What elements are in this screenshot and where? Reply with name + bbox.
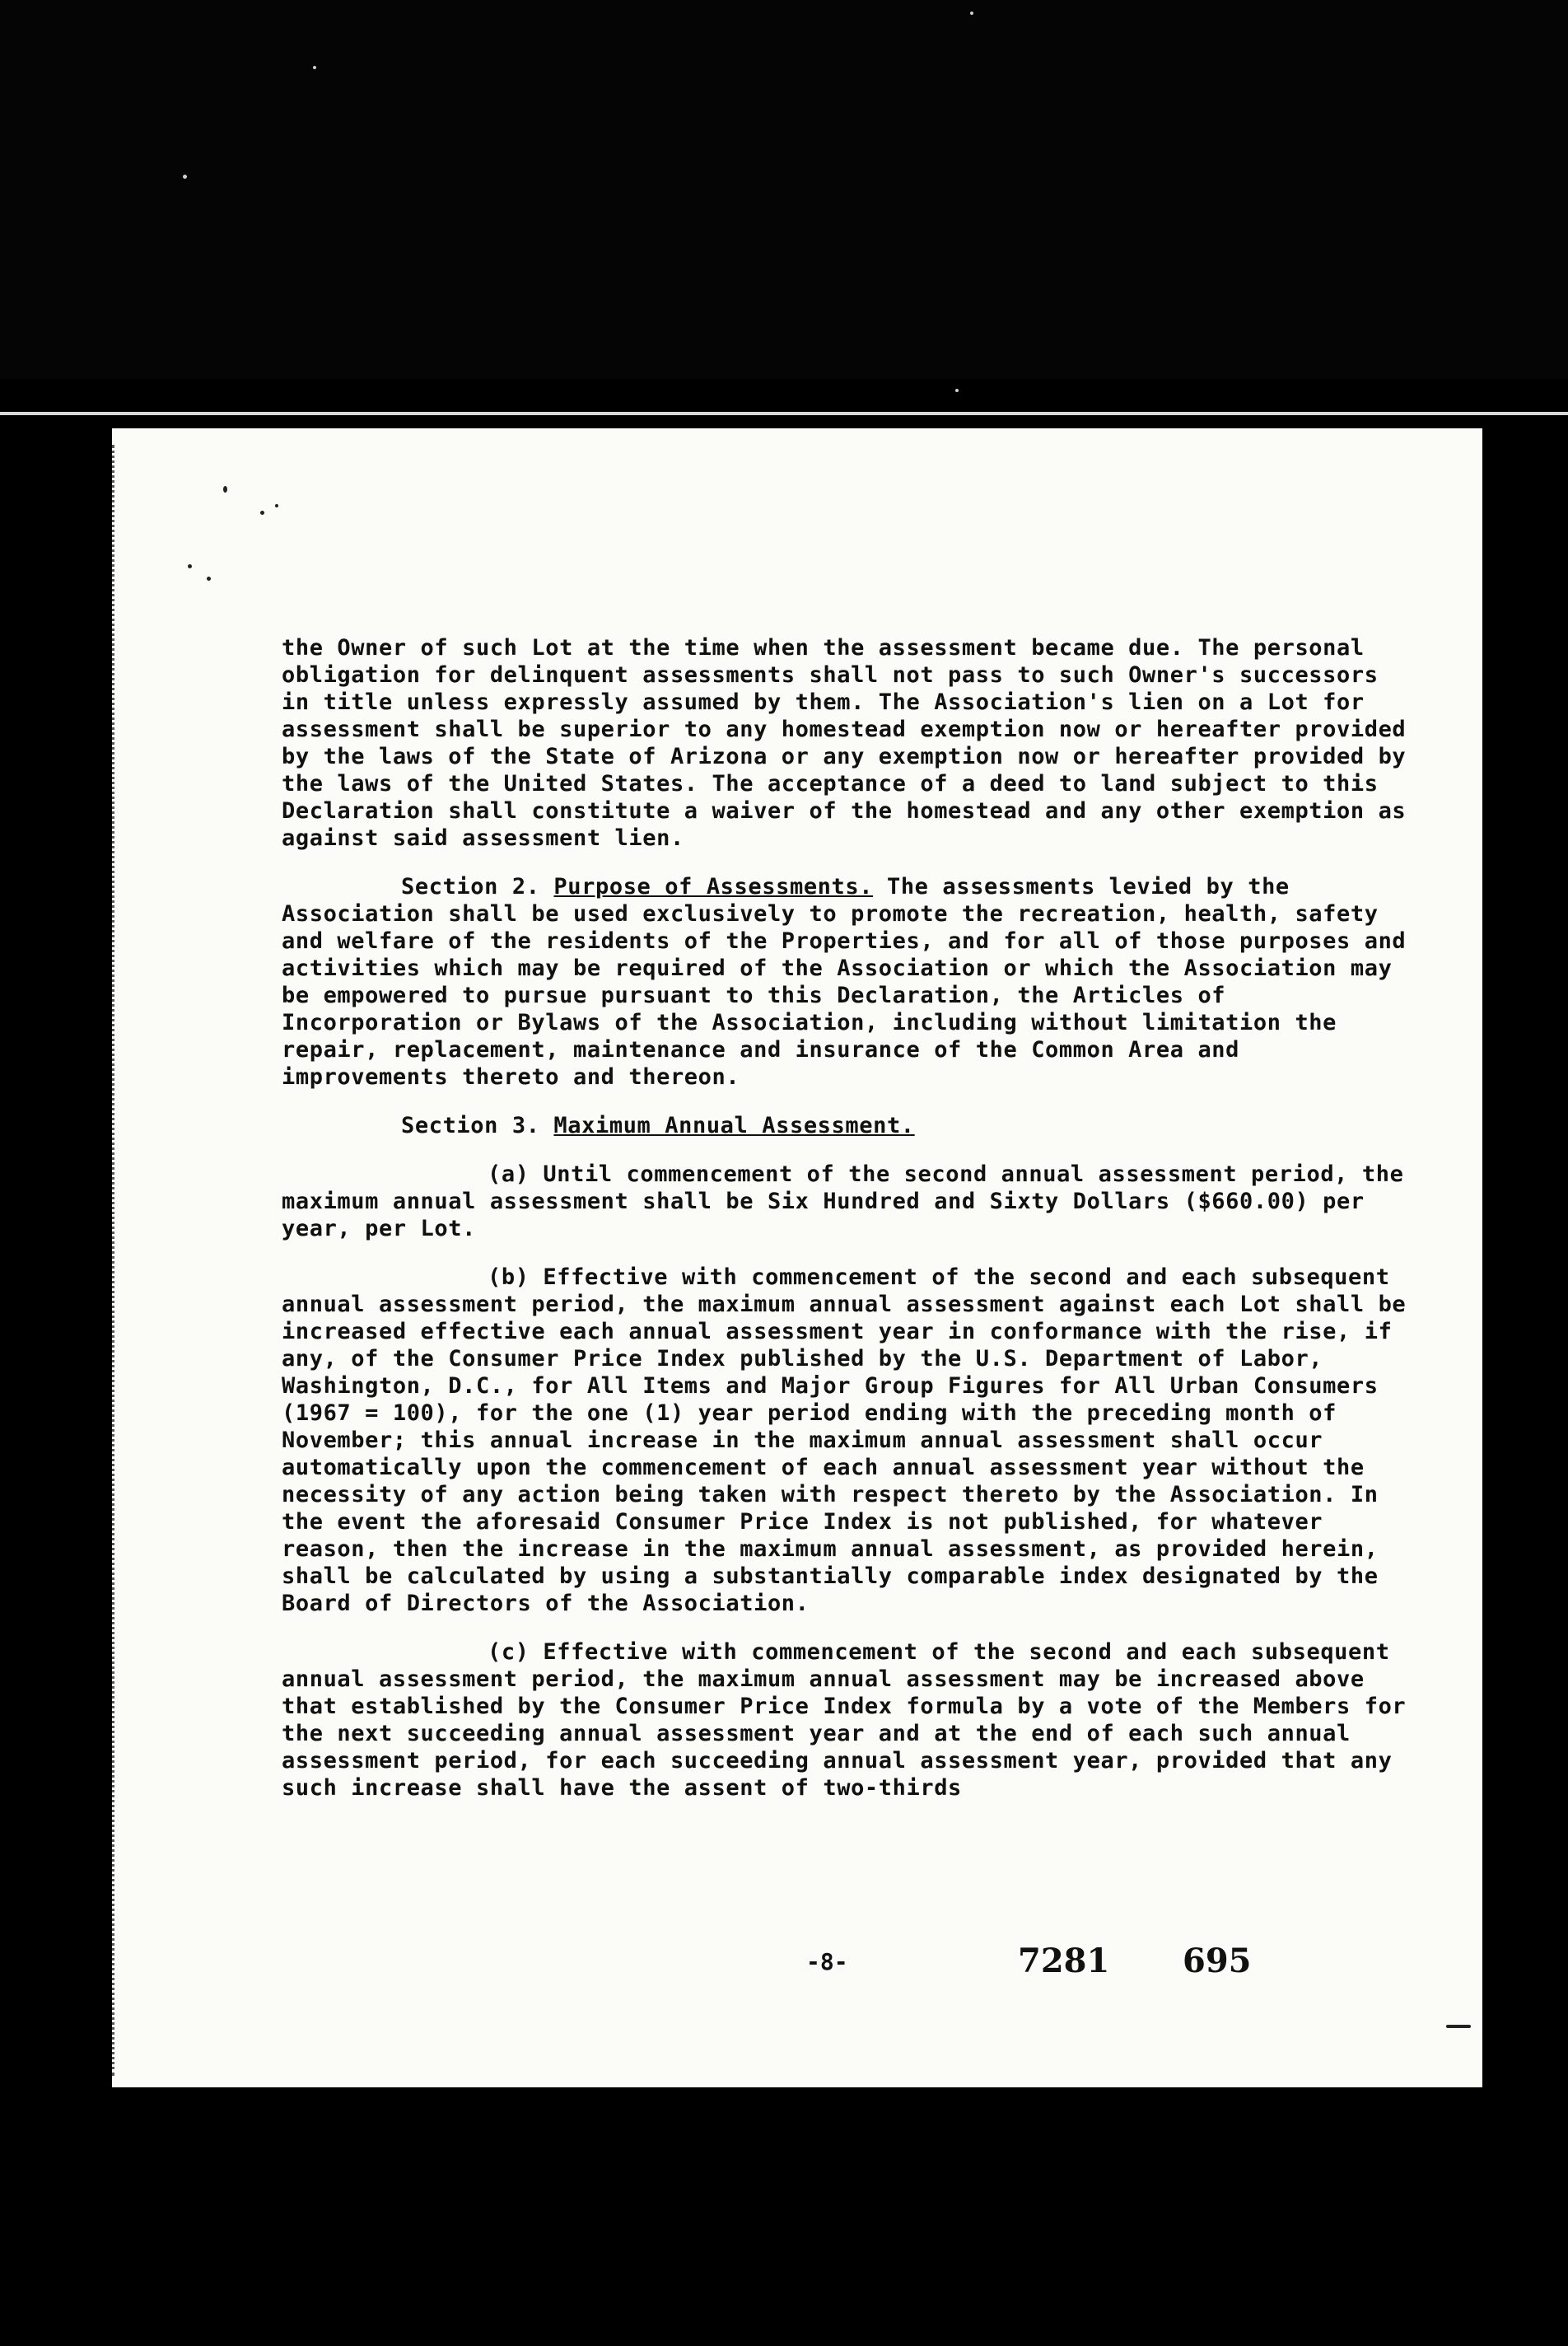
scan-speck	[970, 12, 973, 15]
ink-mark	[260, 511, 264, 515]
page-number: -8-	[806, 1948, 848, 1975]
recording-book-number: 7281	[1018, 1942, 1110, 1980]
section-3-subsection-a	[282, 1161, 1418, 1242]
section-2	[282, 873, 1418, 1091]
section-3-title: Maximum Annual Assessment.	[553, 1113, 915, 1138]
scan-speck	[183, 175, 187, 179]
scan-speck	[313, 66, 316, 69]
ink-mark	[188, 564, 192, 568]
ink-mark	[275, 504, 278, 507]
scan-divider-line	[0, 412, 1568, 415]
recording-page-number: 695	[1183, 1942, 1252, 1980]
section-3-label: Section 3.	[401, 1113, 540, 1138]
dark-scan-margin	[0, 0, 1568, 379]
document-body	[282, 634, 1418, 1823]
page-edge-marks	[112, 445, 118, 2076]
subsection-b-text: (b) Effective with commencement of the second and each subsequent annual assessment period, the maximum annual assessment against each Lot shall be increased effective each annual assessment year in conformance with the rise, if any, of the Consumer Price Index published by the U.S. Department of Labor, Washington, D.C., for All Items and Major Group Figures for All Urban Consumers (1967 = 100), for the one (1) year period ending with the preceding month of November; this annual increase in the maximum annual assessment shall occur automatically upon the commencement of each annual assessment year without the necessity of any action being taken with respect thereto by the Association. In the event the aforesaid Consumer Price Index is not published, for whatever reason, then the increase in the maximum annual assessment, as provided herein, shall be calculated by using a substantially comparable index designated by the Board of Directors of the Association.	[282, 1264, 1407, 1616]
ink-mark	[207, 577, 211, 581]
section-2-label: Section 2.	[401, 874, 540, 900]
page-footer	[112, 1942, 1482, 1989]
subsection-a-text: (a) Until commencement of the second annual assessment period, the maximum annual assessment shall be Six Hundred and Sixty Dollars ($660.00) per year, per Lot.	[282, 1161, 1404, 1241]
section-2-title: Purpose of Assessments.	[553, 874, 874, 900]
document-page	[112, 428, 1482, 2087]
subsection-c-text: (c) Effective with commencement of the second and each subsequent annual assessment period, the maximum annual assessment may be increased above that established by the Consumer Price Index formula by a vote of the Members for the next succeeding annual assessment year and at the end of each such annual assessment period, for each succeeding annual assessment year, provided that any such increase shall have the assent of two-thirds	[282, 1639, 1407, 1801]
section-3-heading	[282, 1112, 1418, 1139]
paragraph-text: the Owner of such Lot at the time when the assessment became due. The personal obligation for delinquent assessments shall not pass to such Owner's successors in title unless expressly assumed by them. The Association's lien on a Lot for assessment shall be superior to any homestead exemption now or hereafter provided by the laws of the State of Arizona or any exemption now or hereafter provided by the laws of the United States. The acceptance of a deed to land subject to this Declaration shall constitute a waiver of the homestead and any other exemption as against said assessment lien.	[282, 635, 1407, 851]
ink-mark	[1446, 2025, 1471, 2028]
section-3-subsection-c	[282, 1638, 1418, 1802]
ink-mark	[223, 486, 227, 493]
section-2-body: The assessments levied by the Association shall be used exclusively to promote the recreation, health, safety and welfare of the residents of the Properties, and for all of those purposes and activities which may be required of the Association or which the Association may be empowered to pursue pursuant to this Declaration, the Articles of Incorporation or Bylaws of the Association, including without limitation the repair, replacement, maintenance and insurance of the Common Area and improvements thereto and thereon.	[282, 874, 1407, 1090]
paragraph-lien-continuation	[282, 634, 1418, 852]
scan-speck	[955, 389, 959, 392]
section-3-subsection-b	[282, 1264, 1418, 1617]
